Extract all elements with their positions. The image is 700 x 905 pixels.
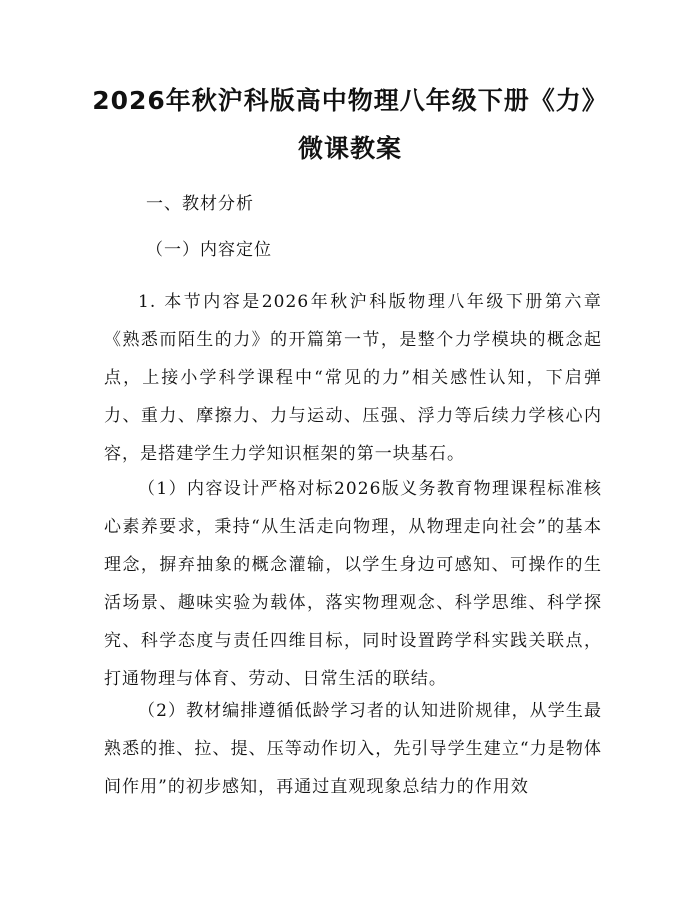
paragraph-arrangement: （2）教材编排遵循低龄学习者的认知进阶规律，从学生最熟悉的推、拉、提、压等动作切入，先引导学生建立“力是物体间作用”的初步感知，再通过直观现象总结力的作用效 <box>104 701 602 797</box>
document-title-line-2: 微课教案 <box>297 134 402 163</box>
paragraph-design-standard: （1）内容设计严格对标2026版义务教育物理课程标准核心素养要求，秉持“从生活走向物理，从物理走向社会”的基本理念，摒弃抽象的概念灌输，以学生身边可感知、可操作的生活场景、趣味实验为载体，落实物理观念、科学思维、科学探究、科学态度与责任四维目标，同时设置跨学科实践关联点，打通物理与体育、劳动、日常生活的联结。 <box>104 479 602 689</box>
document-title-line-1: 2026年秋沪科版高中物理八年级下册《力》 <box>92 86 608 115</box>
section-heading: 一、教材分析 <box>146 194 254 214</box>
paragraph-content-positioning: 1. 本节内容是2026年秋沪科版物理八年级下册第六章《熟悉而陌生的力》的开篇第一节，是整个力学模块的概念起点，上接小学科学课程中“常见的力”相关感性认知，下启弹力、重力、摩擦力、力与运动、压强、浮力等后续力学核心内容，是搭建学生力学知识框架的第一块基石。 <box>104 292 602 464</box>
subsection-heading: （一）内容定位 <box>146 240 272 260</box>
